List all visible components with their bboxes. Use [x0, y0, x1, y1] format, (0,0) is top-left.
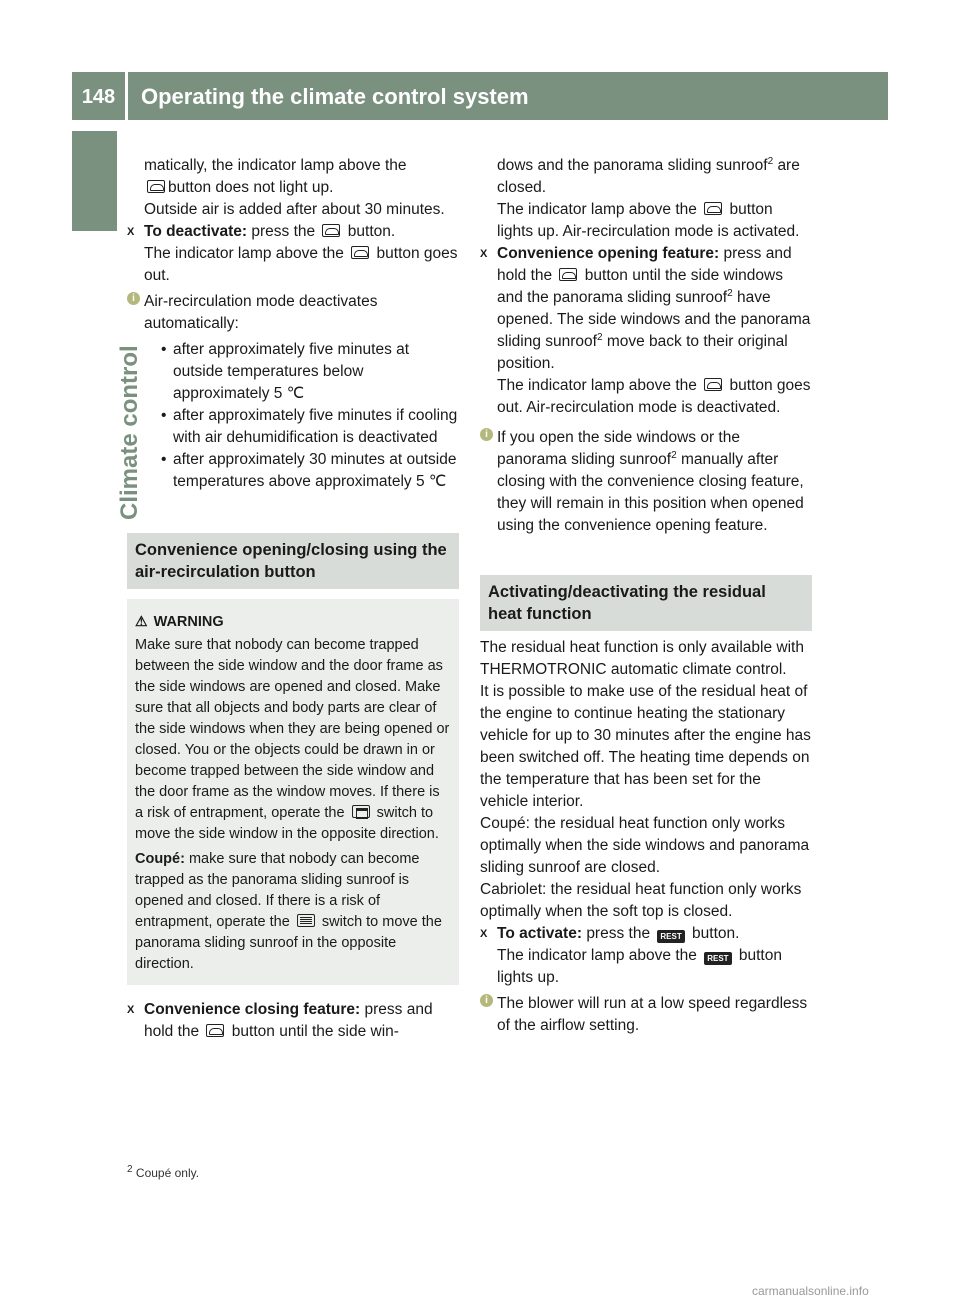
rest-button-icon: REST [657, 930, 684, 943]
instruction-activate: X To activate: press the REST button. The indicator lamp above the REST button lights up. [480, 925, 782, 986]
list-item: • after approximately five minutes at outside temperatures below approximately 5 ℃ [161, 339, 459, 405]
info-note: i Air-recirculation mode deactivates automatically: • after approximately five minutes at outside temperatures below approximately 5 ℃ • after approximately five minutes if cooling with air dehumidification is deactivated • after approximately 30 minutes at outside temperatures above approximately 5 ℃ [127, 291, 459, 493]
paragraph: Outside air is added after about 30 minutes. [144, 201, 445, 218]
header-divider [125, 72, 128, 120]
watermark: carmanualsonline.info [752, 1284, 869, 1298]
instruction-closing: X Convenience closing feature: press and hold the button until the side win- [127, 1001, 433, 1040]
paragraph: The residual heat function is only available with THERMOTRONIC automatic climate control. [480, 639, 804, 678]
section-heading: Activating/deactivating the residual heat function [480, 575, 812, 631]
side-tab-block [72, 131, 117, 231]
paragraph: It is possible to make use of the residual heat of the engine to continue heating the stationary vehicle for up to 30 minutes after the engine has been switched off. The heating time depends on the temperature that has been set for the vehicle interior. [480, 683, 811, 810]
paragraph: dows and the panorama sliding sunroof$^2$ are closed. The indicator lamp above the button lights up. Air-recirculation mode is activated. [497, 155, 800, 240]
left-column [127, 155, 459, 1043]
warning-triangle-icon: ⚠ [135, 613, 148, 629]
instruction-deactivate: X To deactivate: press the button. The indicator lamp above the button goes out. [127, 223, 458, 284]
bullet-list [144, 339, 459, 493]
side-tab-label: Climate control [116, 345, 143, 520]
paragraph: matically, the indicator lamp above the button does not light up. [144, 157, 407, 196]
info-note: i The blower will run at a low speed regardless of the airflow setting. [480, 993, 812, 1037]
warning-text: Make sure that nobody can become trapped between the side window and the door frame as the side windows are opened and closed. Make sure that all objects and body parts are clear of the side windows when they are being opened or closed. You or the objects could be drawn in or become trapped between the side window and the door frame as the window moves. If there is a risk of entrapment, operate the switch to move the side window in the opposite direction. [135, 637, 450, 842]
arrow-icon: X [127, 226, 135, 238]
arrow-icon: X [480, 928, 488, 940]
info-icon: i [480, 428, 493, 441]
arrow-icon: X [127, 1004, 135, 1016]
air-recirculation-button-icon [351, 246, 369, 259]
warning-box [127, 599, 459, 985]
air-recirculation-button-icon [704, 378, 722, 391]
list-item: • after approximately 30 minutes at outside temperatures above approximately 5 ℃ [161, 449, 459, 493]
window-switch-icon [352, 805, 370, 818]
instruction-opening: X Convenience opening feature: press and hold the button until the side windows and the panorama sliding sunroof$^2$ have opened. The side windows and the panorama sliding sunroof$^2$ move back to their original position. The indicator lamp above the button goes out. Air-recirculation mode is deactivated. [480, 245, 811, 416]
list-item: • after approximately five minutes if cooling with air dehumidification is deactivated [161, 405, 459, 449]
air-recirculation-button-icon [704, 202, 722, 215]
arrow-icon: X [480, 248, 488, 260]
air-recirculation-button-icon [206, 1024, 224, 1037]
air-recirculation-button-icon [559, 268, 577, 281]
air-recirculation-button-icon [147, 180, 165, 193]
info-icon: i [127, 292, 140, 305]
paragraph: Coupé: the residual heat function only works optimally when the side windows and panorama sliding sunroof are closed. [480, 815, 810, 876]
page-title: Operating the climate control system [141, 84, 529, 109]
paragraph: Cabriolet: the residual heat function only works optimally when the soft top is closed. [480, 881, 802, 920]
air-recirculation-button-icon [322, 224, 340, 237]
section-heading: Convenience opening/closing using the air-recirculation button [127, 533, 459, 589]
page-number: 148 [81, 86, 116, 108]
warning-title: ⚠ WARNING [135, 613, 224, 630]
rest-button-icon: REST [704, 952, 731, 965]
coupe-warning-text: Coupé: make sure that nobody can become trapped as the panorama sliding sunroof is opened and closed. If there is a risk of entrapment, operate the switch to move the panorama sliding sunroof in the opposite direction. [135, 851, 442, 972]
footnote: $^2$ Coupé only. [127, 1164, 200, 1180]
info-icon: i [480, 994, 493, 1007]
sunroof-switch-icon [297, 914, 315, 927]
info-note: i If you open the side windows or the panorama sliding sunroof$^2$ manually after closing with the convenience closing feature, they will remain in this position when opened using the convenience opening feature. [480, 427, 812, 537]
right-column [480, 155, 812, 1037]
